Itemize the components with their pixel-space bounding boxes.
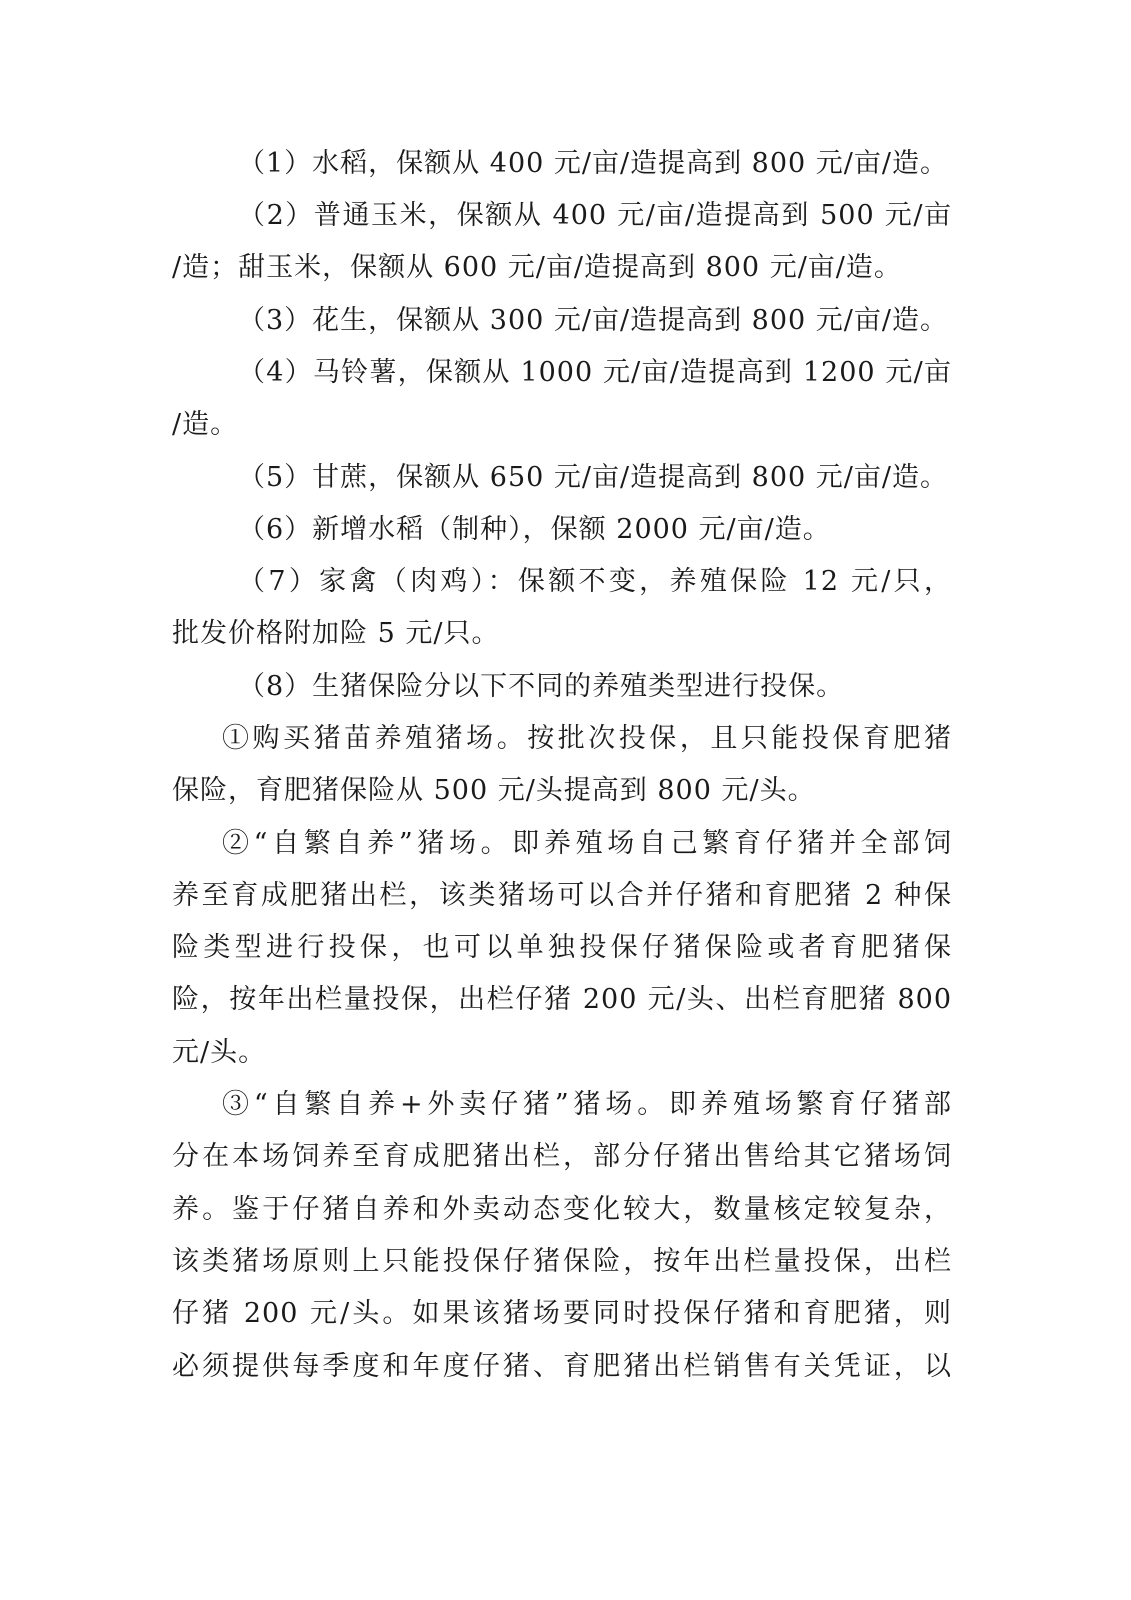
text-line: ③“自繁自养+外卖仔猪”猪场。即养殖场繁育仔猪部 — [222, 1089, 952, 1120]
text-line: 必须提供每季度和年度仔猪、育肥猪出栏销售有关凭证，以 — [172, 1351, 952, 1382]
text-line: （6）新增水稻（制种），保额 2000 元/亩/造。 — [238, 514, 831, 545]
text-line: （4）马铃薯，保额从 1000 元/亩/造提高到 1200 元/亩 — [238, 357, 952, 388]
text-line: （7）家禽（肉鸡）：保额不变，养殖保险 12 元/只， — [238, 566, 952, 597]
text-line: （2）普通玉米，保额从 400 元/亩/造提高到 500 元/亩 — [238, 200, 952, 231]
text-line: 元/头。 — [172, 1037, 267, 1068]
text-line: 分在本场饲养至育成肥猪出栏，部分仔猪出售给其它猪场饲 — [172, 1141, 952, 1172]
text-line: 养至育成肥猪出栏，该类猪场可以合并仔猪和育肥猪 2 种保 — [172, 880, 952, 911]
text-line: （8）生猪保险分以下不同的养殖类型进行投保。 — [238, 671, 845, 702]
text-line: 批发价格附加险 5 元/只。 — [172, 618, 500, 649]
text-line: （5）甘蔗，保额从 650 元/亩/造提高到 800 元/亩/造。 — [238, 462, 948, 493]
text-line: /造。 — [172, 409, 239, 440]
text-line: 该类猪场原则上只能投保仔猪保险，按年出栏量投保，出栏 — [172, 1246, 952, 1277]
text-line: 保险，育肥猪保险从 500 元/头提高到 800 元/头。 — [172, 775, 816, 806]
text-line: （1）水稻，保额从 400 元/亩/造提高到 800 元/亩/造。 — [238, 148, 948, 179]
text-line: ②“自繁自养”猪场。即养殖场自己繁育仔猪并全部饲 — [222, 828, 952, 859]
text-line: （3）花生，保额从 300 元/亩/造提高到 800 元/亩/造。 — [238, 305, 948, 336]
text-line: 养。鉴于仔猪自养和外卖动态变化较大，数量核定较复杂， — [172, 1194, 952, 1225]
text-line: /造；甜玉米，保额从 600 元/亩/造提高到 800 元/亩/造。 — [172, 252, 902, 283]
text-line: ①购买猪苗养殖猪场。按批次投保，且只能投保育肥猪 — [222, 723, 952, 754]
text-line: 险，按年出栏量投保，出栏仔猪 200 元/头、出栏育肥猪 800 — [172, 984, 952, 1015]
text-line: 仔猪 200 元/头。如果该猪场要同时投保仔猪和育肥猪，则 — [172, 1298, 952, 1329]
text-line: 险类型进行投保，也可以单独投保仔猪保险或者育肥猪保 — [172, 932, 952, 963]
